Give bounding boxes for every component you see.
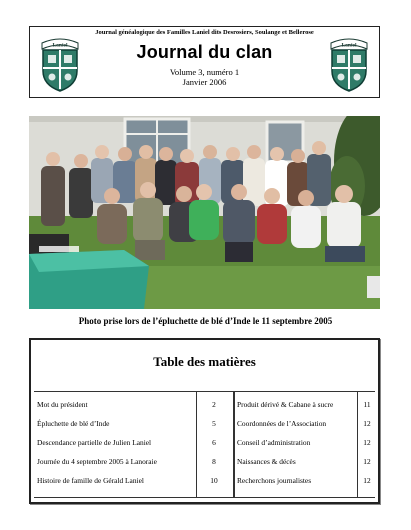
toc-entry[interactable]	[34, 471, 218, 490]
issue-date: Janvier 2006	[182, 77, 227, 87]
toc-entry[interactable]	[34, 433, 216, 452]
toc-entry[interactable]	[233, 433, 375, 452]
group-photo	[29, 116, 380, 309]
toc-entry[interactable]	[34, 414, 216, 433]
table-of-contents	[29, 338, 380, 504]
clan-crest-right	[326, 33, 372, 93]
toc-entry-page: 10	[210, 476, 218, 485]
toc-entry[interactable]	[233, 452, 375, 471]
toc-entry-page: 11	[363, 400, 371, 409]
toc-entry-page: 12	[363, 438, 371, 447]
journal-title: Journal du clan	[136, 42, 273, 62]
toc-entry-label: Recherchons journalistes	[237, 476, 312, 485]
toc-column-right	[233, 392, 375, 497]
toc-entry-page: 12	[363, 476, 371, 485]
toc-entry-page: 6	[212, 438, 216, 447]
journal-tagline: Journal généalogique des Familles Laniel dits Desrosiers, Soulange et Bellerose	[95, 29, 314, 36]
masthead	[29, 26, 380, 98]
toc-entry[interactable]	[233, 471, 375, 490]
toc-entry[interactable]	[34, 452, 216, 471]
toc-entry-label: Conseil d’administration	[237, 438, 311, 447]
toc-divider	[196, 392, 197, 497]
toc-entry-label: Coordonnées de l’Association	[237, 419, 327, 428]
toc-entry[interactable]	[34, 395, 216, 414]
issue-volume: Volume 3, numéro 1	[169, 67, 240, 77]
crest-banner-text: Laniel	[52, 42, 68, 49]
toc-entry-page: 5	[212, 419, 216, 428]
toc-entry-label: Produit dérivé & Cabane à sucre	[237, 400, 334, 409]
toc-entry[interactable]	[233, 395, 375, 414]
toc-entry-label: Histoire de famille de Gérald Laniel	[37, 476, 144, 485]
photo-caption: Photo prise lors de l’épluchette de blé d’Inde le 11 septembre 2005	[78, 316, 333, 326]
toc-entry-label: Épluchette de blé d’Inde	[37, 419, 110, 428]
toc-entry-label: Journée du 4 septembre 2005 à Lanoraie	[37, 457, 157, 466]
toc-entry[interactable]	[233, 414, 375, 433]
toc-entry-label: Mot du président	[37, 400, 88, 409]
crest-banner-text: Laniel	[341, 42, 357, 49]
toc-entry-label: Naissances & décès	[237, 457, 296, 466]
toc-entry-page: 12	[363, 419, 371, 428]
toc-column-left	[34, 392, 218, 497]
toc-grid	[34, 391, 375, 498]
toc-title: Table des matières	[153, 354, 256, 369]
toc-entry-page: 2	[212, 400, 216, 409]
toc-entry-page: 12	[363, 457, 371, 466]
toc-entry-label: Descendance partielle de Julien Laniel	[37, 438, 152, 447]
toc-entry-page: 8	[212, 457, 216, 466]
